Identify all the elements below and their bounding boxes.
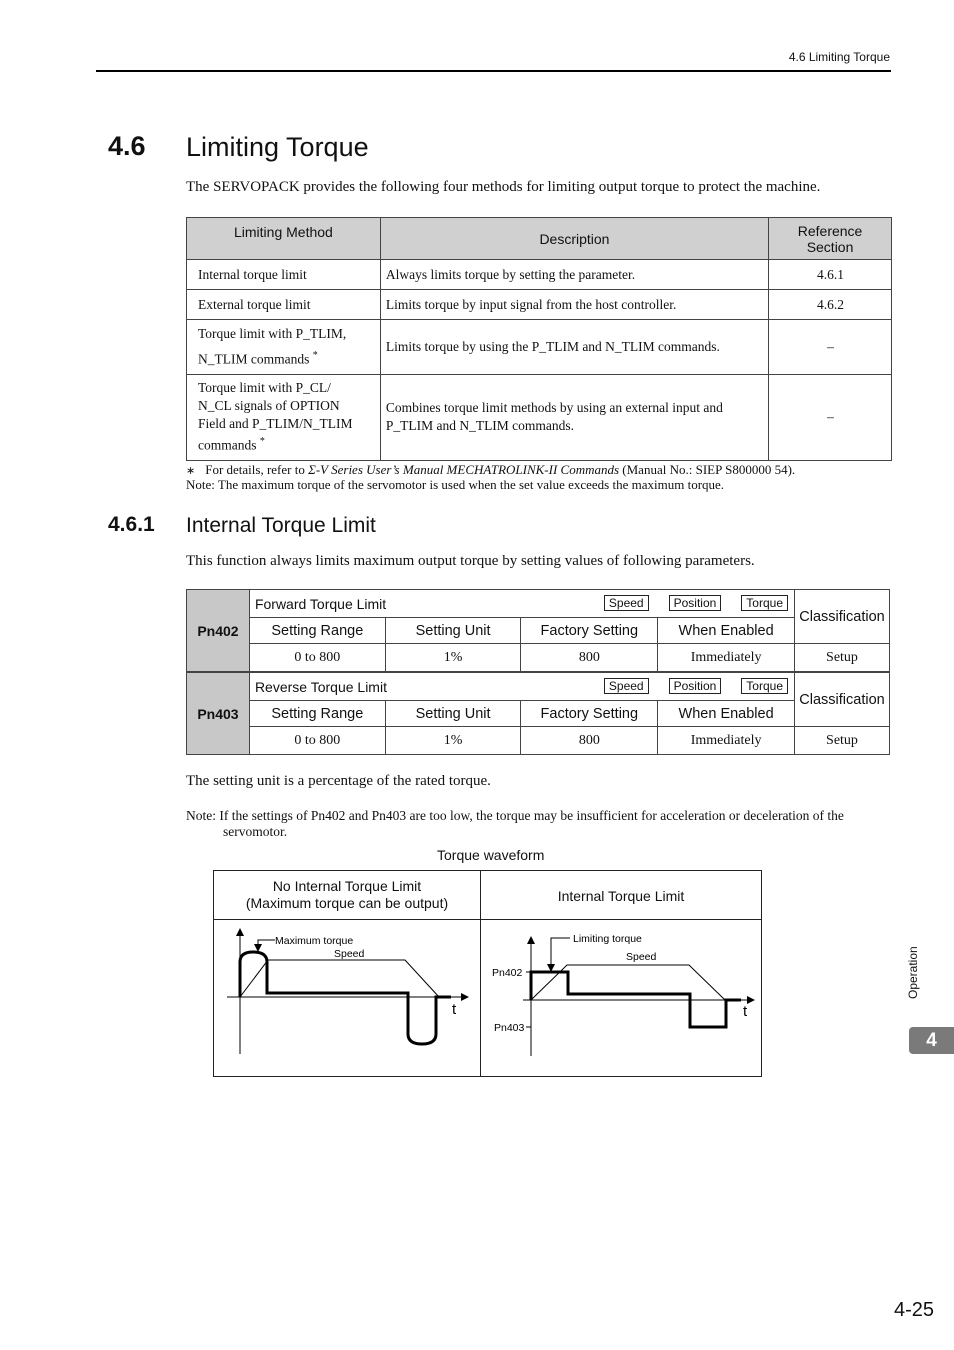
param-number: Pn403 xyxy=(187,673,250,755)
left-speed-label: Speed xyxy=(334,948,365,960)
left-torque-curve xyxy=(240,952,451,1044)
max-torque-label: Maximum torque xyxy=(275,935,354,947)
side-tab-text: Operation xyxy=(906,946,920,999)
limiting-methods-table xyxy=(186,217,892,461)
reference-cell: 4.6.2 xyxy=(769,290,892,320)
footnote-asterisk: * xyxy=(312,350,318,361)
left-t-label: t xyxy=(452,1001,457,1018)
method-cell: Internal torque limit xyxy=(187,260,381,290)
manual-title: Σ-V Series User’s Manual MECHATROLINK-II Commands xyxy=(308,462,620,477)
table-row xyxy=(187,320,892,375)
left-header-line-2: (Maximum torque can be output) xyxy=(245,895,449,911)
param-name xyxy=(249,590,794,618)
method-line: Field and P_TLIM/N_TLIM xyxy=(198,416,353,432)
factory-setting-label: Factory Setting xyxy=(521,701,658,727)
subsection-number: 4.6.1 xyxy=(108,513,155,536)
header-rule xyxy=(96,70,891,72)
left-speed-curve xyxy=(240,960,439,997)
footnote-mark: ∗ xyxy=(186,465,196,477)
param-name xyxy=(249,673,794,701)
when-enabled-label: When Enabled xyxy=(658,701,795,727)
table-row xyxy=(187,290,892,320)
left-waveform xyxy=(227,932,465,1054)
section-title: Limiting Torque xyxy=(186,132,369,162)
factory-setting-value: 800 xyxy=(521,727,658,755)
badge-position: Position xyxy=(669,595,722,611)
when-enabled-value: Immediately xyxy=(658,727,795,755)
waveform-title: Torque waveform xyxy=(437,847,545,863)
setting-unit-label: Setting Unit xyxy=(385,618,521,644)
footnote-suffix: (Manual No.: SIEP S800000 54). xyxy=(619,462,796,477)
reference-cell: – xyxy=(769,374,892,460)
footnote-prefix: For details, refer to xyxy=(205,462,309,477)
method-cell xyxy=(187,320,381,375)
waveform-left-header xyxy=(214,878,480,912)
factory-setting-value: 800 xyxy=(521,644,658,672)
factory-setting-label: Factory Setting xyxy=(521,618,658,644)
footnote-reference xyxy=(186,462,795,478)
param-name-text: Forward Torque Limit xyxy=(254,595,387,612)
chapter-tab: 4 xyxy=(909,1027,954,1054)
pn402-label: Pn402 xyxy=(492,967,523,979)
classification-label: Classification xyxy=(795,673,890,727)
limiting-torque-pointer xyxy=(551,938,570,968)
waveform-right-header: Internal Torque Limit xyxy=(557,888,685,904)
description-cell xyxy=(380,374,768,460)
description-line: Combines torque limit methods by using an external input and xyxy=(385,400,723,415)
subsection-title: Internal Torque Limit xyxy=(186,514,376,537)
setting-unit-value: 1% xyxy=(385,644,521,672)
pn403-label: Pn403 xyxy=(494,1022,525,1034)
when-enabled-label: When Enabled xyxy=(658,618,795,644)
method-cell: External torque limit xyxy=(187,290,381,320)
setting-range-label: Setting Range xyxy=(249,701,385,727)
badge-torque: Torque xyxy=(741,678,788,694)
badge-position: Position xyxy=(669,678,722,694)
note-line-1: Note: If the settings of Pn402 and Pn403 are too low, the torque may be insufficient for acceleration or deceleration of the xyxy=(186,808,844,823)
badge-speed: Speed xyxy=(604,595,649,611)
section-number: 4.6 xyxy=(108,131,146,161)
reference-cell: 4.6.1 xyxy=(769,260,892,290)
limiting-torque-label: Limiting torque xyxy=(573,933,642,945)
classification-label: Classification xyxy=(795,590,890,644)
subsection-intro: This function always limits maximum output torque by setting values of following parameters. xyxy=(186,553,755,569)
footnote-note: Note: The maximum torque of the servomotor is used when the set value exceeds the maximum torque. xyxy=(186,477,725,492)
setting-unit-label: Setting Unit xyxy=(385,701,521,727)
col-header-ref-l2: Section xyxy=(806,238,854,255)
right-t-label: t xyxy=(743,1003,748,1020)
setting-range-value: 0 to 800 xyxy=(249,727,385,755)
method-line: Torque limit with P_CL/ xyxy=(198,380,331,396)
right-speed-label: Speed xyxy=(626,951,657,963)
col-header-description: Description xyxy=(380,218,768,260)
setting-range-value: 0 to 800 xyxy=(249,644,385,672)
method-cell xyxy=(187,374,381,460)
table-header-row xyxy=(187,218,892,260)
max-torque-pointer xyxy=(258,940,275,948)
footnote-asterisk: * xyxy=(259,436,265,448)
reference-cell: – xyxy=(769,320,892,375)
col-header-method: Limiting Method xyxy=(187,218,381,260)
description-cell: Always limits torque by setting the parameter. xyxy=(380,260,768,290)
badge-torque: Torque xyxy=(741,595,788,611)
control-mode-badges xyxy=(584,595,788,611)
description-line: P_TLIM and N_TLIM commands. xyxy=(385,418,575,433)
side-tab-label xyxy=(903,936,923,1000)
param-name-text: Reverse Torque Limit xyxy=(254,678,387,695)
section-intro: The SERVOPACK provides the following four methods for limiting output torque to protect the machine. xyxy=(186,179,821,195)
unit-description: The setting unit is a percentage of the rated torque. xyxy=(186,773,491,789)
description-cell: Limits torque by input signal from the host controller. xyxy=(380,290,768,320)
table-row xyxy=(187,260,892,290)
method-line: Torque limit with P_TLIM, xyxy=(198,326,347,341)
method-line: N_TLIM commands xyxy=(198,351,310,367)
page-number: 4-25 xyxy=(894,1299,935,1321)
left-header-line-1: No Internal Torque Limit xyxy=(272,878,422,894)
setting-range-label: Setting Range xyxy=(249,618,385,644)
col-header-reference xyxy=(769,218,892,260)
classification-value: Setup xyxy=(795,727,890,755)
classification-value: Setup xyxy=(795,644,890,672)
note-line-2: servomotor. xyxy=(223,824,288,839)
setting-unit-value: 1% xyxy=(385,727,521,755)
description-cell: Limits torque by using the P_TLIM and N_TLIM commands. xyxy=(380,320,768,375)
control-mode-badges xyxy=(584,678,788,694)
param-number: Pn402 xyxy=(187,590,250,672)
method-line: N_CL signals of OPTION xyxy=(198,398,340,414)
torque-waveform-diagram xyxy=(213,920,762,1076)
param-table-pn402 xyxy=(186,589,890,672)
badge-speed: Speed xyxy=(604,678,649,694)
table-row xyxy=(187,374,892,460)
method-line: commands xyxy=(198,437,257,453)
param-table-pn403 xyxy=(186,672,890,755)
right-waveform xyxy=(492,933,751,1056)
when-enabled-value: Immediately xyxy=(658,644,795,672)
col-header-ref-l1: Reference xyxy=(797,222,863,239)
running-header: 4.6 Limiting Torque xyxy=(788,50,890,64)
